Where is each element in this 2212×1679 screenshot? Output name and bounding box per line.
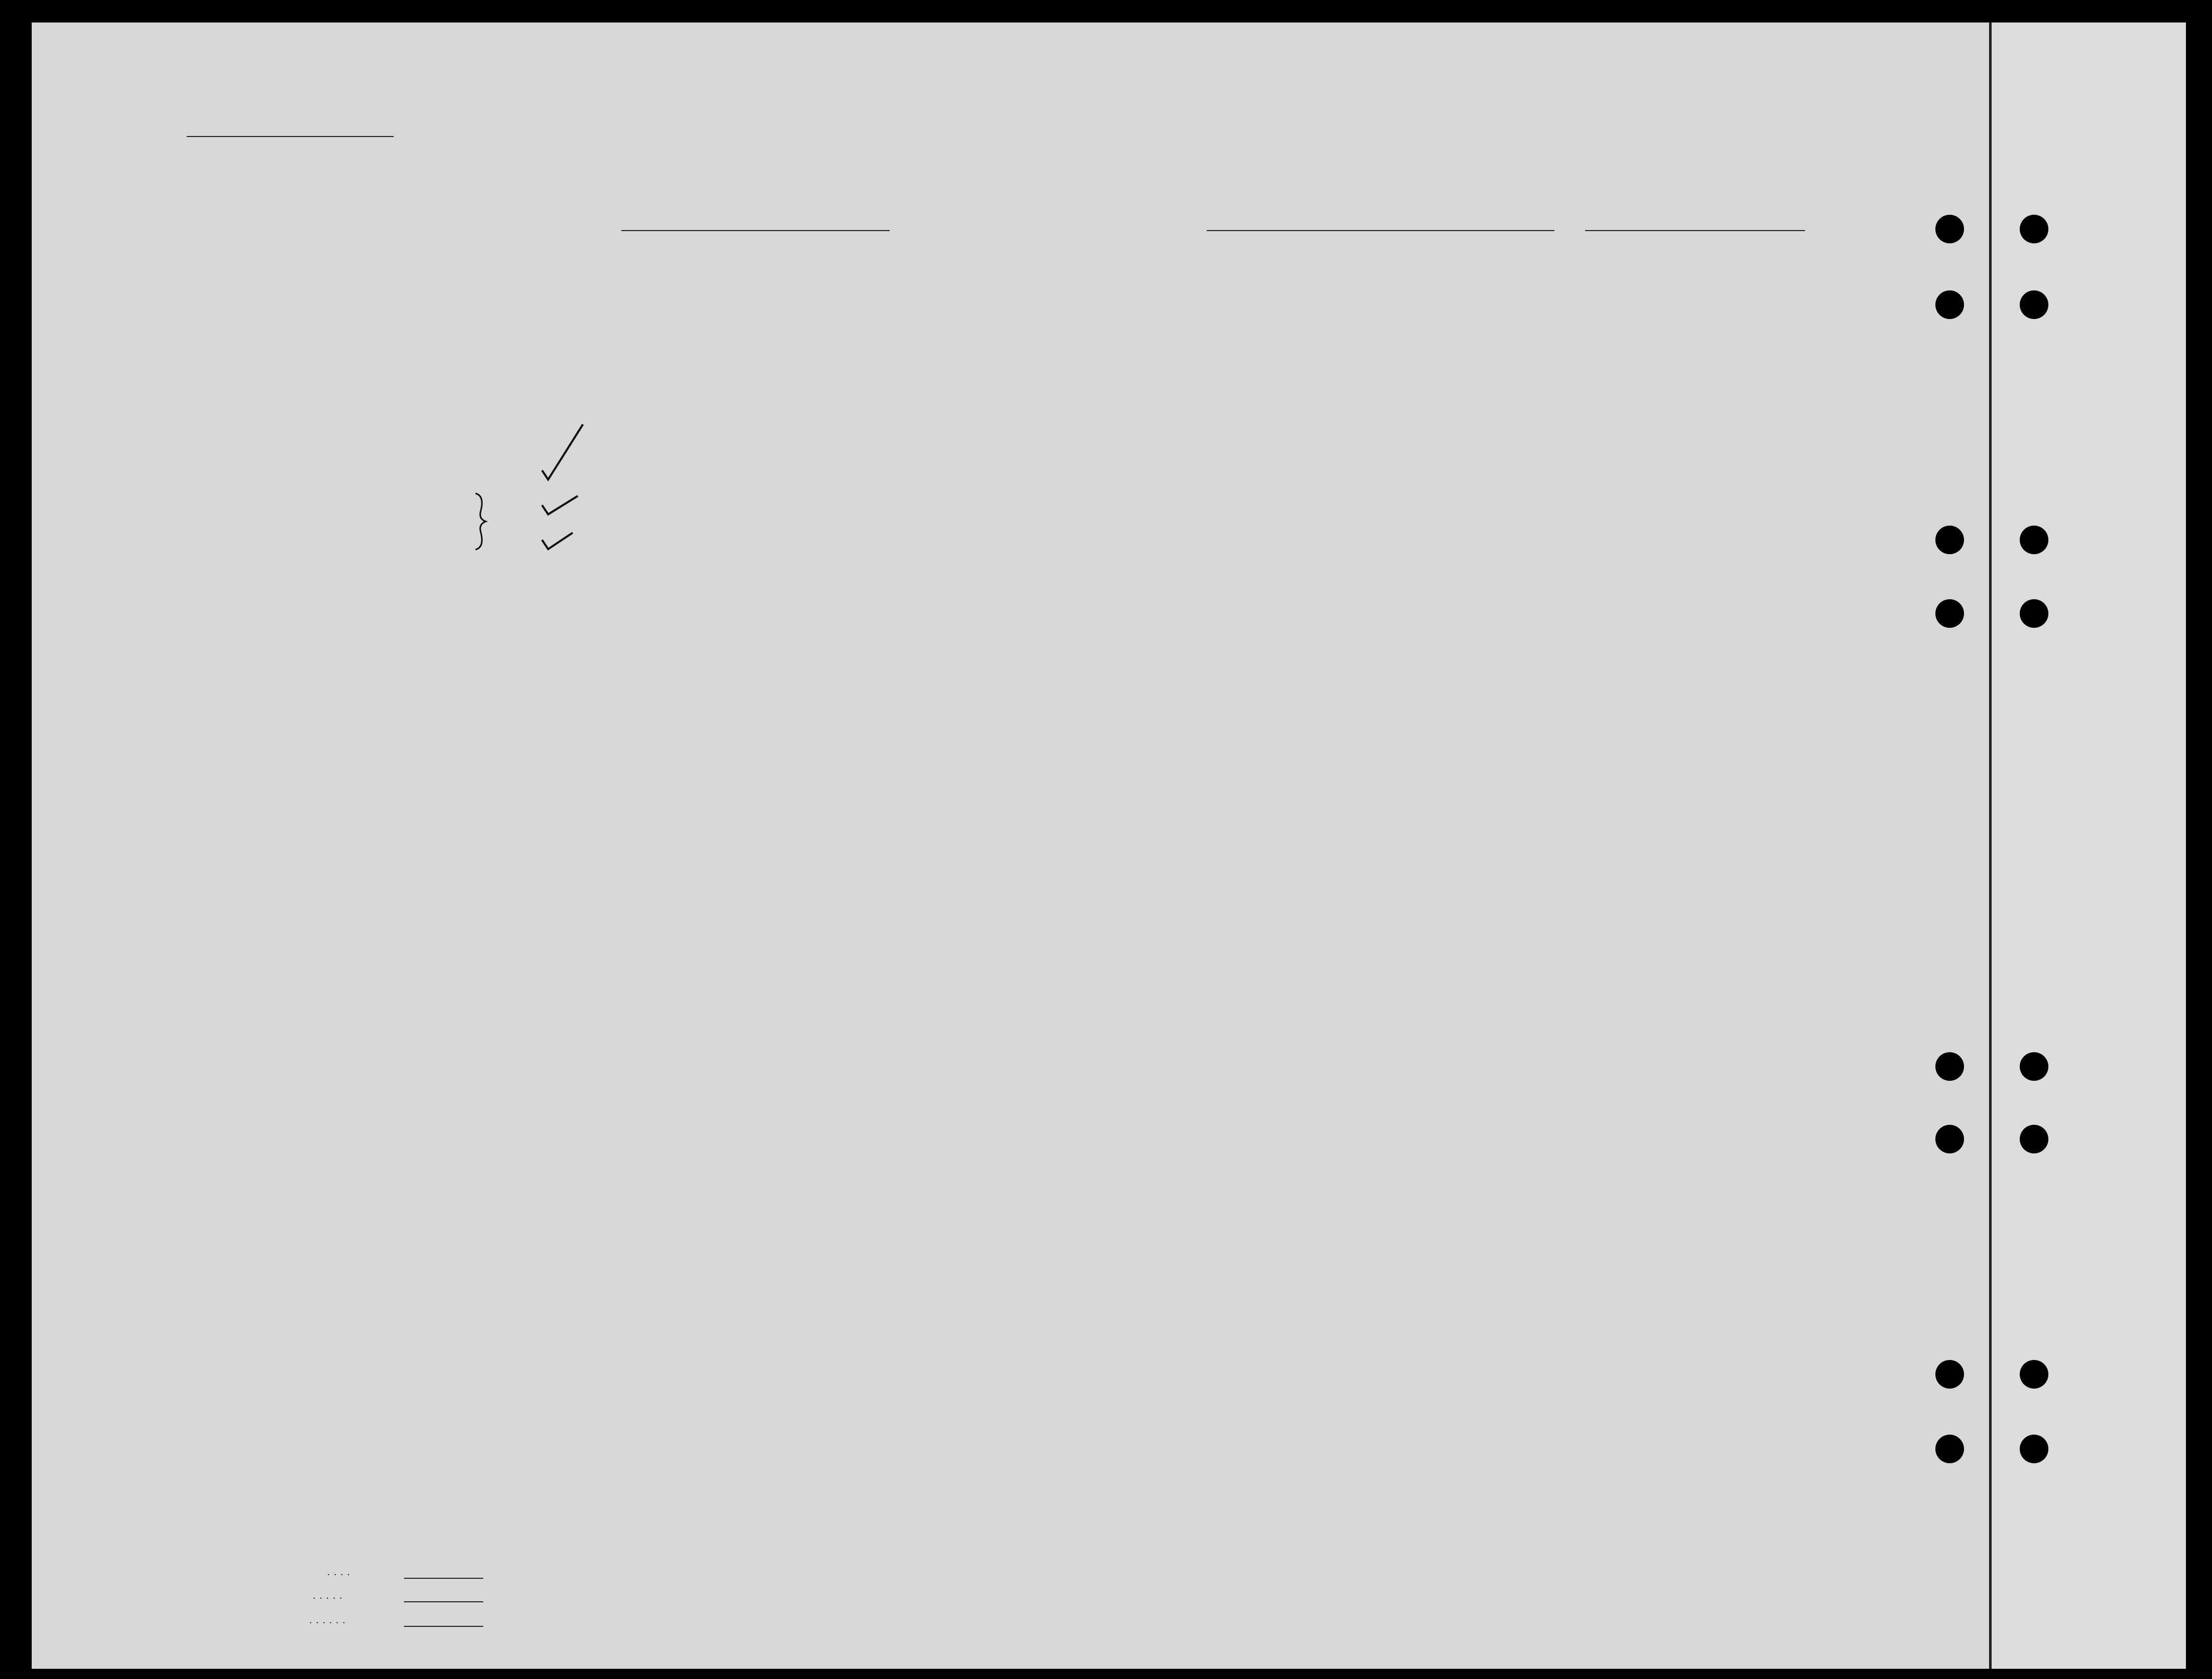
aliens-line: [404, 1626, 483, 1627]
check-mark-3: [542, 533, 573, 549]
us-citizens-dots: .....: [313, 1590, 346, 1601]
punch-hole: [2020, 1435, 2048, 1463]
punch-hole: [1935, 1052, 1964, 1081]
total-passengers-dots: ....: [327, 1567, 354, 1578]
punch-hole: [1935, 1435, 1964, 1463]
total-passengers-line: [404, 1578, 483, 1579]
punch-hole: [1935, 215, 1964, 243]
date-underline: [1585, 230, 1805, 231]
punch-hole: [1935, 1125, 1964, 1153]
punch-hole: [2020, 599, 2048, 628]
manifest-sheet: [32, 22, 2167, 1669]
punch-hole: [2020, 290, 2048, 319]
list-underline: [187, 136, 394, 137]
age-check-marks: [532, 419, 593, 552]
punch-hole: [2020, 1125, 2048, 1153]
manifest-sheet-continuation: [1989, 22, 2186, 1669]
punch-hole: [2020, 1052, 2048, 1081]
aliens-dots: ......: [309, 1615, 349, 1626]
punch-hole: [1935, 526, 1964, 554]
punch-hole: [2020, 215, 2048, 243]
punch-hole: [1935, 599, 1964, 628]
family-brace: [470, 491, 491, 552]
check-mark-2: [542, 496, 578, 514]
ship-underline: [621, 230, 890, 231]
port-underline: [1207, 230, 1554, 231]
us-citizens-line: [404, 1601, 483, 1602]
punch-hole: [1935, 290, 1964, 319]
punch-hole: [1935, 1360, 1964, 1389]
check-mark-1: [542, 424, 583, 480]
punch-hole: [2020, 1360, 2048, 1389]
punch-hole: [2020, 526, 2048, 554]
